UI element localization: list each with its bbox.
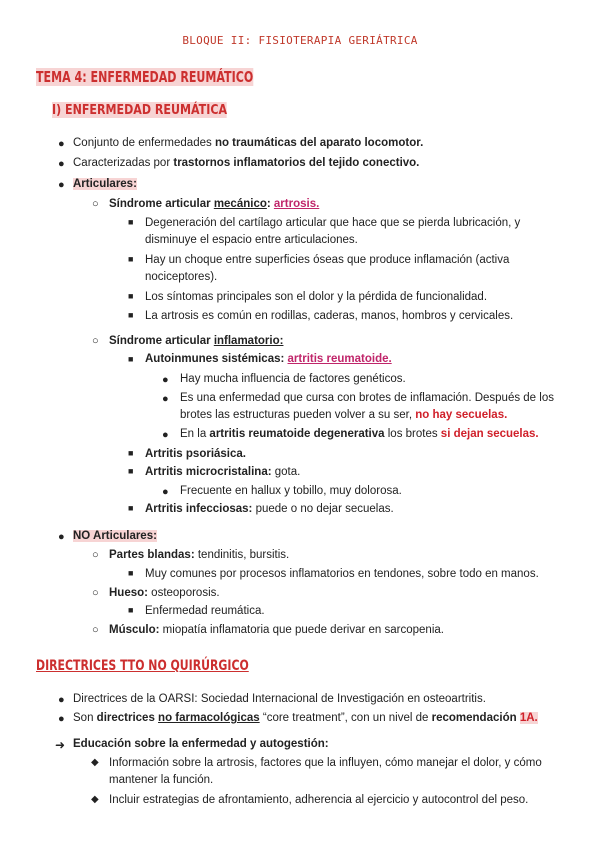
bullet-circle-icon: ○ — [92, 335, 99, 347]
bullet-dot-icon: ● — [58, 179, 65, 191]
directrices-title: DIRECTRICES TTO NO QUIRÚRGICO — [36, 658, 249, 674]
autoinmunes-item: brotes las estructuras pueden volver a su ser, no hay secuelas. — [180, 409, 508, 421]
educacion-item: Información sobre la artrosis, factores que la influyen, cómo manejar el dolor, y cómo — [109, 757, 542, 769]
bullet-square-icon: ■ — [128, 568, 134, 578]
educacion-item: Incluir estrategias de afrontamiento, adherencia al ejercicio y autocontrol del peso. — [109, 794, 529, 806]
bullet-square-icon: ■ — [128, 354, 134, 364]
bullet-dot-icon: ● — [58, 138, 65, 150]
no-articulares-label: NO Articulares: — [73, 530, 157, 542]
bullet-square-icon: ■ — [128, 291, 134, 301]
bullet-dot-icon: ● — [162, 393, 169, 405]
educacion-item: mantener la función. — [109, 774, 214, 786]
microcristalina-sub: Frecuente en hallux y tobillo, muy dolorosa. — [180, 485, 402, 497]
bullet-dot-icon: ● — [162, 429, 169, 441]
bullet-square-icon: ■ — [128, 466, 134, 476]
partes-blandas-sub: Muy comunes por procesos inflamatorios en tendones, sobre todo en manos. — [145, 568, 539, 580]
hueso-line: Hueso: osteoporosis. — [109, 587, 220, 599]
bullet-square-icon: ■ — [128, 605, 134, 615]
section-title: I) ENFERMEDAD REUMÁTICA — [52, 102, 228, 118]
hueso-sub: Enfermedad reumática. — [145, 605, 265, 617]
mecanico-item: Hay un choque entre superficies óseas que produce inflamación (activa — [145, 254, 510, 266]
bullet-dot-icon: ● — [162, 374, 169, 386]
autoinmunes-item: En la artritis reumatoide degenerativa los brotes si dejan secuelas. — [180, 428, 539, 440]
intro-line-2: Caracterizadas por trastornos inflamatorios del tejido conectivo. — [73, 157, 420, 169]
bullet-diamond-icon: ◆ — [91, 757, 99, 768]
mecanico-item: disminuye el espacio entre articulaciones. — [145, 234, 358, 246]
infecciosas-line: Artritis infecciosas: puede o no dejar secuelas. — [145, 503, 394, 515]
mecanico-item: Los síntomas principales son el dolor y la pérdida de funcionalidad. — [145, 291, 488, 303]
musculo-line: Músculo: miopatía inflamatoria que puede derivar en sarcopenia. — [109, 624, 444, 636]
arrow-right-icon: ➜ — [55, 738, 66, 752]
bullet-circle-icon: ○ — [92, 549, 99, 561]
autoinmunes-line: Autoinmunes sistémicas: artritis reumatoide. — [145, 353, 392, 365]
page-header: BLOQUE II: FISIOTERAPIA GERIÁTRICA — [182, 34, 418, 47]
mecanico-item: La artrosis es común en rodillas, caderas, manos, hombros y cervicales. — [145, 310, 514, 322]
mecanico-heading: Síndrome articular mecánico: artrosis. — [109, 198, 320, 210]
bullet-dot-icon: ● — [162, 486, 169, 498]
bullet-circle-icon: ○ — [92, 587, 99, 599]
articulares-label: Articulares: — [73, 178, 137, 190]
intro-line-1: Conjunto de enfermedades no traumáticas del aparato locomotor. — [73, 137, 424, 149]
inflamatorio-heading: Síndrome articular inflamatorio: — [109, 335, 284, 347]
bullet-square-icon: ■ — [128, 254, 134, 264]
bullet-square-icon: ■ — [128, 310, 134, 320]
mecanico-item: Degeneración del cartílago articular que hace que se pierda lubricación, y — [145, 217, 521, 229]
bullet-dot-icon: ● — [58, 531, 65, 543]
bullet-dot-icon: ● — [58, 694, 65, 706]
bullet-square-icon: ■ — [128, 503, 134, 513]
educacion-title: Educación sobre la enfermedad y autogestión: — [73, 738, 329, 750]
bullet-square-icon: ■ — [128, 448, 134, 458]
bullet-dot-icon: ● — [58, 158, 65, 170]
directrices-line-1: Directrices de la OARSI: Sociedad Internacional de Investigación en osteoartritis. — [73, 693, 486, 705]
bullet-circle-icon: ○ — [92, 198, 99, 210]
directrices-line-2: Son directrices no farmacológicas “core treatment”, con un nivel de recomendación 1A. — [73, 712, 538, 724]
bullet-diamond-icon: ◆ — [91, 794, 99, 805]
tema-title: TEMA 4: ENFERMEDAD REUMÁTICO — [36, 68, 254, 86]
bullet-square-icon: ■ — [128, 217, 134, 227]
bullet-circle-icon: ○ — [92, 624, 99, 636]
autoinmunes-item: Es una enfermedad que cursa con brotes de inflamación. Después de los — [180, 392, 554, 404]
autoinmunes-item: Hay mucha influencia de factores genéticos. — [180, 373, 406, 385]
microcristalina-line: Artritis microcristalina: gota. — [145, 466, 301, 478]
partes-blandas-line: Partes blandas: tendinitis, bursitis. — [109, 549, 290, 561]
bullet-dot-icon: ● — [58, 713, 65, 725]
mecanico-item: nociceptores). — [145, 271, 218, 283]
psoriasica-line: Artritis psoriásica. — [145, 448, 246, 460]
